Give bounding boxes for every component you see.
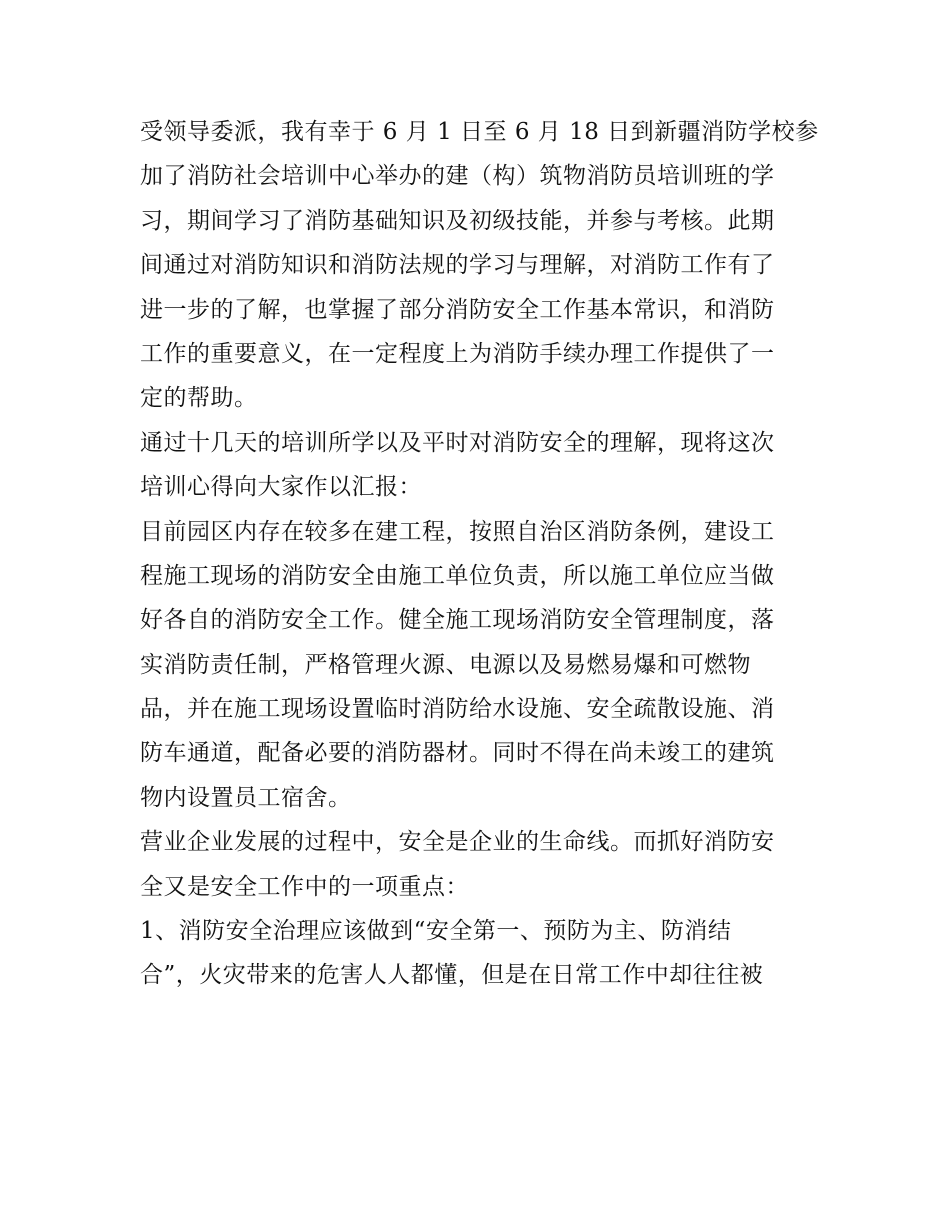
text-line: 全又是安全工作中的一项重点： (140, 873, 469, 900)
text-line: 营业企业发展的过程中，安全是企业的生命线。而抓好消防安 (140, 829, 775, 856)
text-line: 1、消防安全治理应该做到“安全第一、预防为主、防消结 (140, 918, 732, 945)
text-line: 间通过对消防知识和消防法规的学习与理解，对消防工作有了 (140, 252, 775, 279)
text-line: 物内设置员工宿舍。 (140, 784, 352, 811)
text-line: 习，期间学习了消防基础知识及初级技能，并参与考核。此期 (140, 207, 775, 234)
text-line: 实消防责任制，严格管理火源、电源以及易燃易爆和可燃物 (140, 651, 751, 678)
text-line: 进一步的了解，也掌握了部分消防安全工作基本常识，和消防 (140, 296, 775, 323)
text-line: 目前园区内存在较多在建工程，按照自治区消防条例，建设工 (140, 518, 775, 545)
text-line: 合”，火灾带来的危害人人都懂，但是在日常工作中却往往被 (140, 962, 764, 989)
text-line: 好各自的消防安全工作。健全施工现场消防安全管理制度，落 (140, 607, 775, 634)
text-line: 定的帮助。 (140, 385, 258, 412)
text-line: 加了消防社会培训中心举办的建（构）筑物消防员培训班的学 (140, 163, 775, 190)
text-line: 培训心得向大家作以汇报： (140, 474, 422, 501)
text-line: 受领导委派，我有幸于 6 月 1 日至 6 月 18 日到新疆消防学校参 (140, 119, 819, 145)
document-body (140, 110, 820, 998)
text-line: 通过十几天的培训所学以及平时对消防安全的理解，现将这次 (140, 429, 775, 456)
text-line: 程施工现场的消防安全由施工单位负责，所以施工单位应当做 (140, 562, 775, 589)
text-line: 工作的重要意义，在一定程度上为消防手续办理工作提供了一 (140, 340, 775, 367)
text-line: 品，并在施工现场设置临时消防给水设施、安全疏散设施、消 (140, 696, 775, 723)
text-line: 防车通道，配备必要的消防器材。同时不得在尚未竣工的建筑 (140, 740, 775, 767)
